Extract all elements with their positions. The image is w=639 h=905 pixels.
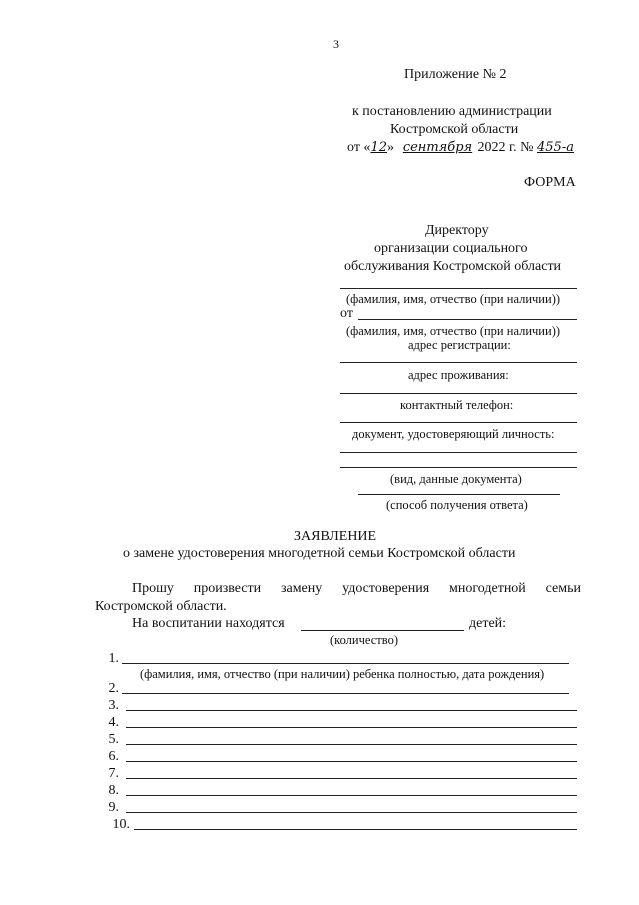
fio-caption-1: (фамилия, имя, отчество (при наличии)) [346, 292, 561, 306]
child-line-1[interactable] [122, 663, 569, 664]
reg-address-line[interactable] [340, 362, 577, 363]
doc-caption: (вид, данные документа) [390, 472, 522, 486]
children-suffix: детей: [469, 616, 507, 631]
child-line-7[interactable] [126, 778, 577, 779]
annex-title: Приложение № 2 [404, 67, 507, 82]
reg-address-label: адрес регистрации: [408, 338, 511, 352]
request-word: многодетной [449, 581, 526, 596]
applicant-name-line[interactable] [358, 319, 577, 320]
annex-date-line [347, 140, 574, 156]
children-count-line[interactable] [301, 630, 464, 631]
child-line-3[interactable] [126, 710, 577, 711]
statement-title: ЗАЯВЛЕНИЕ [294, 529, 377, 544]
phone-label: контактный телефон: [400, 398, 514, 412]
phone-line[interactable] [340, 422, 577, 423]
form-label: ФОРМА [524, 175, 576, 190]
request-word: удостоверения [342, 581, 430, 596]
statement-subtitle: о замене удостоверения многодетной семьи Костромской области [123, 546, 516, 561]
date-month: сентября [402, 140, 473, 155]
child-number: 10. [112, 817, 130, 832]
child-line-5[interactable] [126, 744, 577, 745]
annex-resolution-line1: к постановлению администрации [352, 104, 552, 119]
date-prefix: от « [347, 140, 371, 155]
child-line-6[interactable] [126, 761, 577, 762]
child-number: 3. [108, 698, 119, 713]
addressee-line2: организации социального [374, 241, 528, 256]
request-word: замену [280, 581, 323, 596]
child-number: 9. [108, 800, 119, 815]
children-prefix: На воспитании находятся [132, 616, 285, 631]
page-number: 3 [333, 37, 339, 51]
child-line-8[interactable] [126, 795, 577, 796]
child-number: 5. [108, 732, 119, 747]
annex-resolution-line2: Костромской области [390, 122, 519, 137]
child-number: 7. [108, 766, 119, 781]
child-number: 8. [108, 783, 119, 798]
request-line-2: Костромской области. [95, 599, 227, 614]
request-word: произвести [193, 581, 262, 596]
request-word: Прошу [132, 581, 174, 596]
date-quote-close: » [386, 140, 394, 155]
child-line-9[interactable] [126, 812, 577, 813]
id-document-line-1[interactable] [340, 452, 577, 453]
request-word: семьи [545, 581, 581, 596]
child-number: 2. [108, 681, 119, 696]
child-number: 6. [108, 749, 119, 764]
id-document-label: документ, удостоверяющий личность: [352, 427, 555, 441]
request-line-1 [132, 581, 581, 597]
director-name-line[interactable] [340, 288, 577, 289]
child-line-10[interactable] [134, 829, 577, 830]
child-caption: (фамилия, имя, отчество (при наличии) ребенка полностью, дата рождения) [140, 667, 545, 681]
live-address-line[interactable] [340, 393, 577, 394]
child-line-4[interactable] [126, 727, 577, 728]
response-method-line[interactable] [358, 494, 560, 495]
live-address-label: адрес проживания: [408, 368, 509, 382]
child-number: 4. [108, 715, 119, 730]
count-caption: (количество) [330, 633, 398, 647]
fio-caption-2: (фамилия, имя, отчество (при наличии)) [346, 324, 561, 338]
addressee-line1: Директору [425, 223, 489, 238]
resolution-number: 455-а [537, 140, 574, 155]
date-year: 2022 г. № [477, 140, 534, 155]
id-document-line-2[interactable] [340, 467, 577, 468]
date-day: 12 [370, 140, 387, 155]
response-caption: (способ получения ответа) [386, 498, 528, 512]
child-number: 1. [108, 651, 119, 666]
child-line-2[interactable] [122, 693, 569, 694]
from-label: от [340, 306, 353, 321]
addressee-line3: обслуживания Костромской области [344, 259, 562, 274]
